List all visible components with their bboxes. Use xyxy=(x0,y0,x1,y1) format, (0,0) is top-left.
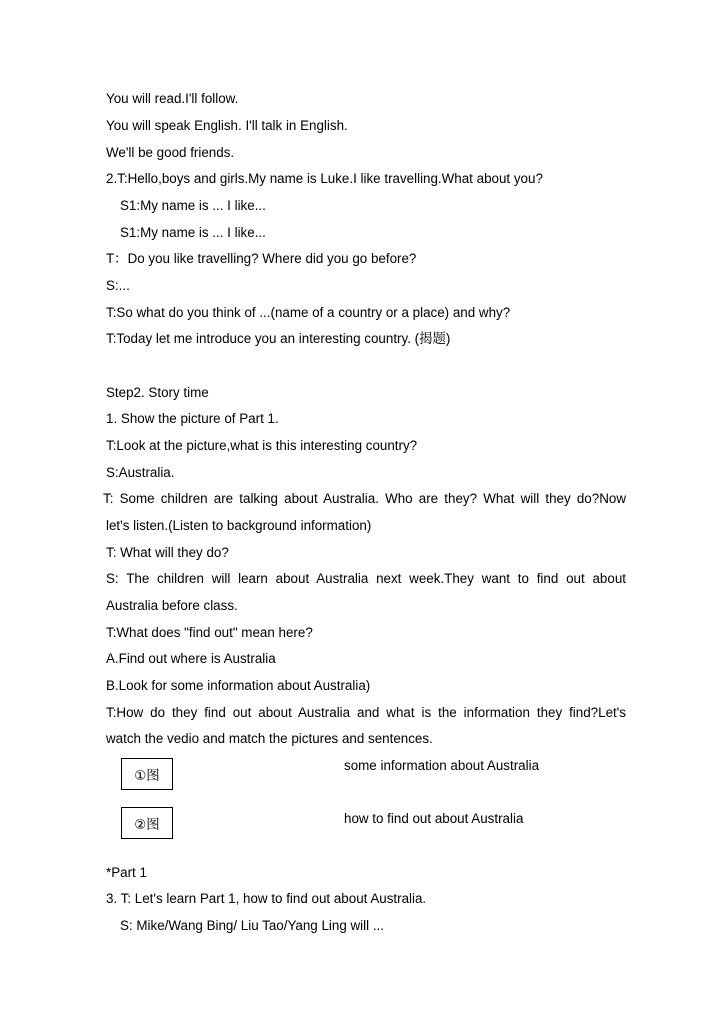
text-line: B.Look for some information about Australia) xyxy=(106,678,371,693)
text-line: You will speak English. I'll talk in English. xyxy=(106,118,348,133)
text-line: S1:My name is ... I like... xyxy=(120,198,266,213)
text-line: S:... xyxy=(106,278,130,293)
text-line: We'll be good friends. xyxy=(106,145,235,160)
match-sentence-1: some information about Australia xyxy=(344,758,540,773)
text-line: T:What does "find out" mean here? xyxy=(106,625,313,640)
text-line: A.Find out where is Australia xyxy=(106,651,276,666)
text-line: You will read.I'll follow. xyxy=(106,91,239,106)
text-line: T:Today let me introduce you an interesting country. (揭题) xyxy=(106,331,451,346)
match-sentence-2: how to find out about Australia xyxy=(344,811,524,826)
section-heading: *Part 1 xyxy=(106,865,147,880)
text-line: 2.T:Hello,boys and girls.My name is Luke.I like travelling.What about you? xyxy=(106,171,543,186)
text-line: T: What will they do? xyxy=(106,545,229,560)
picture-box-2: ②图 xyxy=(121,807,173,839)
text-line: S:Australia. xyxy=(106,465,175,480)
text-line: Australia before class. xyxy=(106,598,238,613)
text-line: 3. T: Let's learn Part 1, how to find out about Australia. xyxy=(106,891,427,906)
text-line: watch the vedio and match the pictures and sentences. xyxy=(106,731,433,746)
text-line: T：Do you like travelling? Where did you go before? xyxy=(106,251,417,266)
text-line: S1:My name is ... I like... xyxy=(120,225,266,240)
text-line: S: The children will learn about Australia next week.They want to find out about xyxy=(106,571,626,586)
text-line: let's listen.(Listen to background information) xyxy=(106,518,372,533)
picture-box-1: ①图 xyxy=(121,758,173,790)
text-line: T:How do they find out about Australia and what is the information they find?Let's xyxy=(106,705,626,720)
text-line: T: Some children are talking about Australia. Who are they? What will they do?Now xyxy=(103,491,626,506)
text-line: 1. Show the picture of Part 1. xyxy=(106,411,279,426)
section-heading: Step2. Story time xyxy=(106,385,209,400)
text-line: T:So what do you think of ...(name of a country or a place) and why? xyxy=(106,305,511,320)
text-line: T:Look at the picture,what is this interesting country? xyxy=(106,438,418,453)
text-line: S: Mike/Wang Bing/ Liu Tao/Yang Ling will ... xyxy=(120,918,384,933)
